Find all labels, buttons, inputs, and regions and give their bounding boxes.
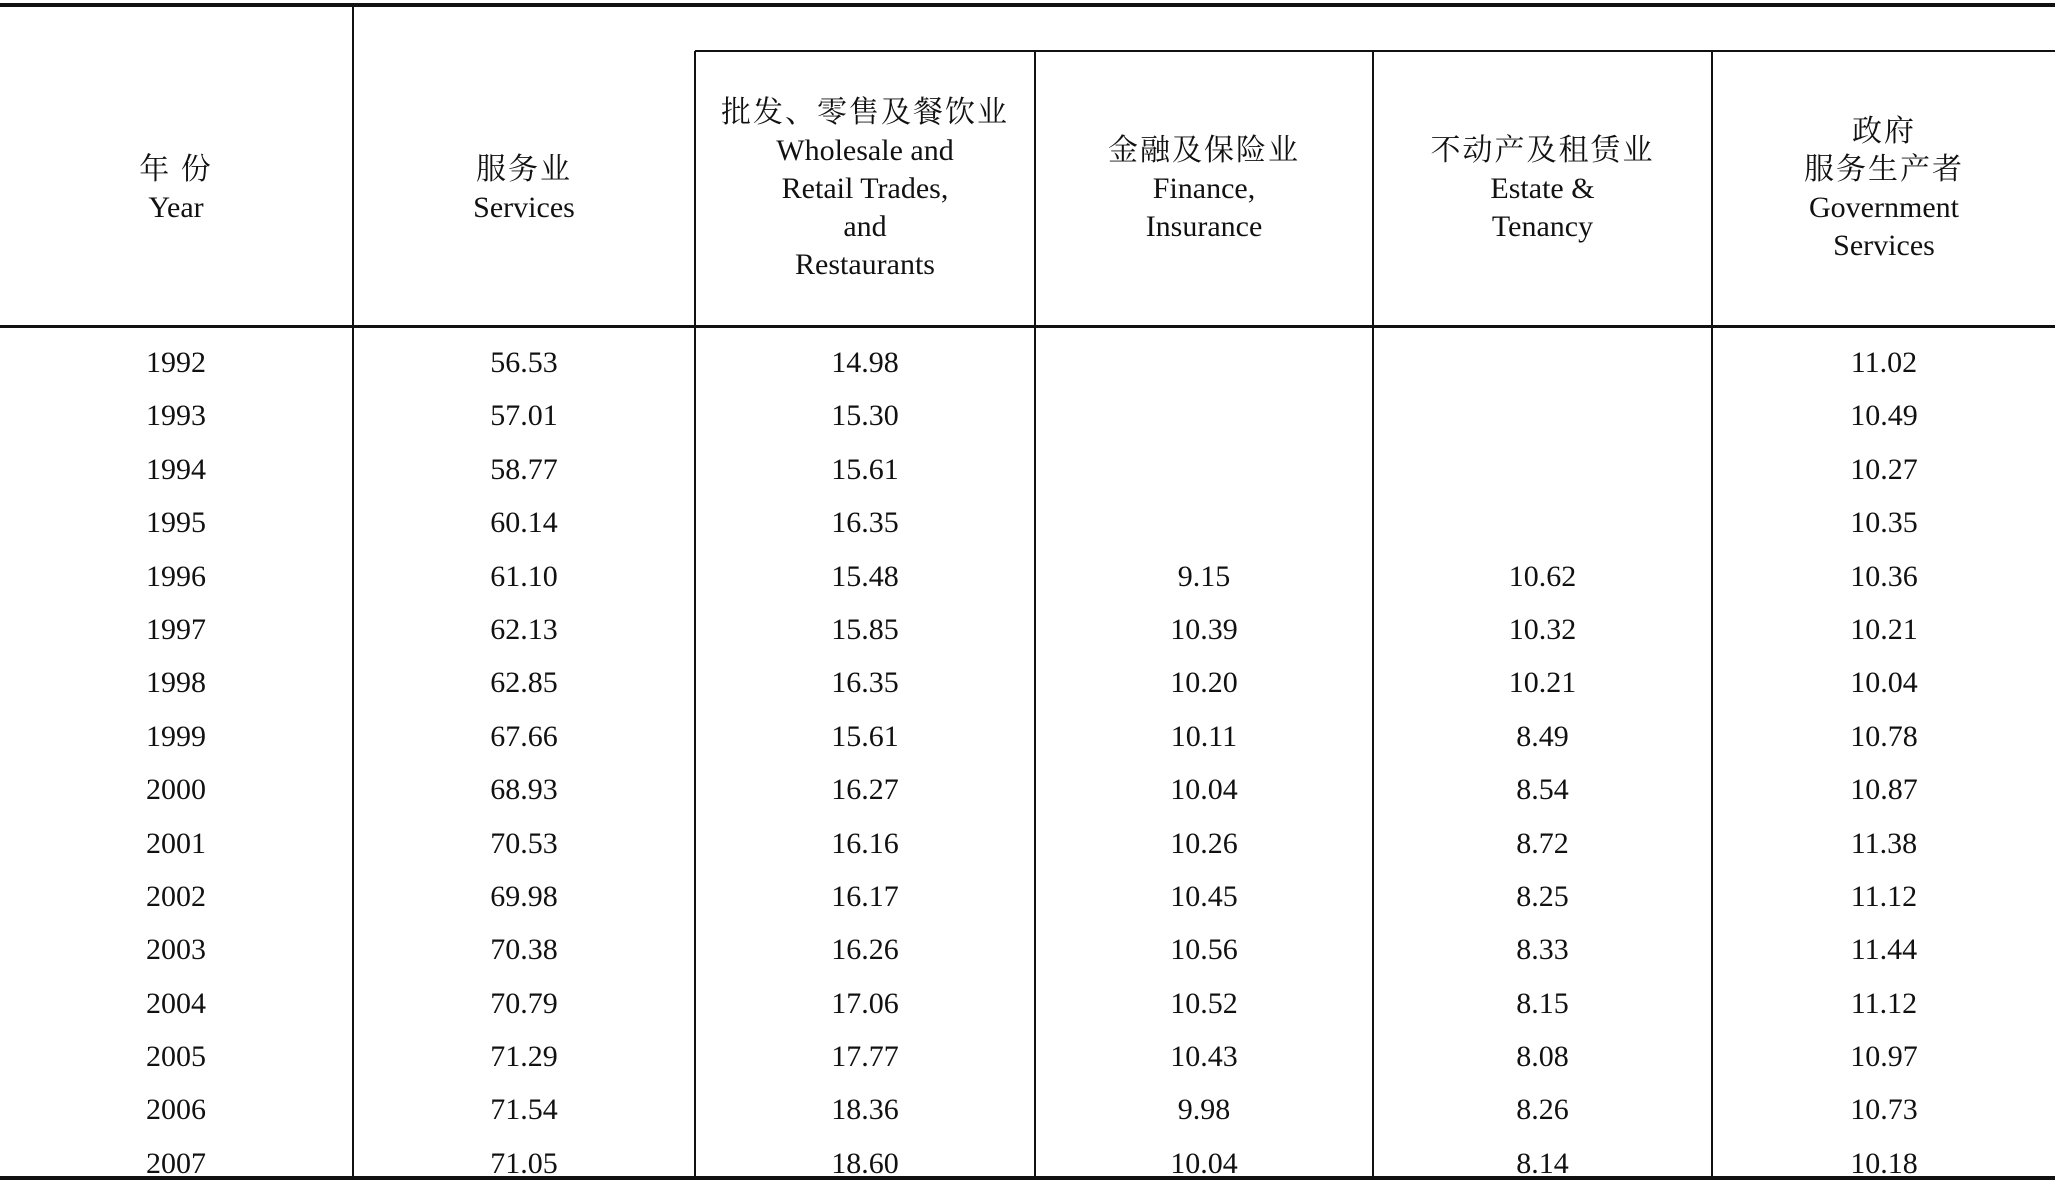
value-cell: 8.54 (1516, 773, 1569, 807)
value-cell (1036, 389, 1372, 442)
header-finance-insurance-en-2: Insurance (1145, 209, 1263, 243)
value-cell: 11.38 (1850, 826, 1918, 860)
value-cell: 10.36 (1850, 559, 1918, 593)
value-cell: 15.61 (831, 719, 899, 753)
header-finance-insurance-zh: 金融及保险业 (1108, 133, 1300, 167)
value-cell: 10.35 (1850, 506, 1918, 540)
value-cell: 70.53 (490, 826, 558, 860)
value-cell: 10.20 (1170, 666, 1238, 700)
value-cell: 69.98 (490, 879, 558, 913)
value-cell: 15.85 (831, 612, 899, 646)
value-cell: 8.49 (1516, 719, 1569, 753)
year-cell: 1995 (146, 506, 206, 540)
year-cell: 2002 (146, 879, 206, 913)
table-row (0, 710, 2055, 763)
year-cell: 1993 (146, 399, 206, 433)
header-government-services-en-2: Services (1833, 228, 1935, 262)
header-government-services-zh-1: 政府 (1852, 114, 1916, 148)
year-cell: 2007 (146, 1146, 206, 1180)
table-row (0, 977, 2055, 1030)
value-cell: 58.77 (490, 452, 558, 486)
header-finance-insurance (1036, 52, 1372, 325)
value-cell: 8.14 (1516, 1146, 1569, 1180)
header-wholesale-retail-en-3: and (843, 209, 887, 243)
value-cell: 10.49 (1850, 399, 1918, 433)
value-cell (1374, 336, 1711, 389)
value-cell: 10.73 (1850, 1093, 1918, 1127)
value-cell: 10.56 (1170, 933, 1238, 967)
value-cell: 68.93 (490, 773, 558, 807)
header-year-en: Year (148, 190, 204, 224)
header-wholesale-retail (696, 52, 1034, 325)
value-cell (1036, 496, 1372, 549)
value-cell: 18.36 (831, 1093, 899, 1127)
value-cell: 14.98 (831, 346, 899, 379)
table-row (0, 603, 2055, 656)
value-cell: 8.08 (1516, 1040, 1569, 1074)
value-cell: 15.30 (831, 399, 899, 433)
value-cell: 11.12 (1850, 986, 1918, 1020)
value-cell: 10.43 (1170, 1040, 1238, 1074)
value-cell: 10.27 (1850, 452, 1918, 486)
value-cell: 67.66 (490, 719, 558, 753)
value-cell: 10.97 (1850, 1040, 1918, 1074)
value-cell: 8.26 (1516, 1093, 1569, 1127)
table-body (0, 336, 2055, 1190)
value-cell: 61.10 (490, 559, 558, 593)
value-cell: 16.27 (831, 773, 899, 807)
value-cell: 10.11 (1170, 719, 1238, 753)
value-cell: 10.21 (1850, 612, 1918, 646)
value-cell: 10.52 (1170, 986, 1238, 1020)
year-cell: 1996 (146, 559, 206, 593)
value-cell: 10.04 (1170, 1146, 1238, 1180)
value-cell: 62.13 (490, 612, 558, 646)
header-services-zh: 服务业 (476, 152, 572, 186)
value-cell: 10.39 (1170, 612, 1238, 646)
value-cell: 8.33 (1516, 933, 1569, 967)
value-cell: 16.16 (831, 826, 899, 860)
value-cell: 10.78 (1850, 719, 1918, 753)
year-cell: 1998 (146, 666, 206, 700)
value-cell: 8.15 (1516, 986, 1569, 1020)
value-cell: 10.32 (1508, 612, 1577, 646)
year-cell: 1992 (146, 346, 206, 379)
header-wholesale-retail-en-2: Retail Trades, (781, 171, 949, 205)
value-cell: 60.14 (490, 506, 558, 540)
year-cell: 1997 (146, 612, 206, 646)
value-cell (1374, 443, 1711, 496)
header-estate-tenancy-en-1: Estate & (1490, 171, 1595, 205)
year-cell: 2001 (146, 826, 206, 860)
value-cell: 11.44 (1850, 933, 1918, 967)
value-cell (1036, 443, 1372, 496)
value-cell: 15.48 (831, 559, 899, 593)
year-cell: 2004 (146, 986, 206, 1020)
table-row (0, 550, 2055, 603)
year-cell: 2000 (146, 773, 206, 807)
value-cell: 17.77 (831, 1040, 899, 1074)
table-top-rule (0, 3, 2055, 7)
value-cell: 11.12 (1850, 879, 1918, 913)
header-finance-insurance-en-1: Finance, (1152, 171, 1256, 205)
value-cell: 15.61 (831, 452, 899, 486)
value-cell: 16.35 (831, 666, 899, 700)
header-bottom-rule (0, 325, 2055, 328)
value-cell: 70.79 (490, 986, 558, 1020)
table-row (0, 1083, 2055, 1136)
table-row (0, 1137, 2055, 1190)
value-cell: 10.04 (1170, 773, 1238, 807)
table-row (0, 763, 2055, 816)
table-row (0, 496, 2055, 549)
header-estate-tenancy (1374, 52, 1711, 325)
value-cell: 10.18 (1850, 1146, 1918, 1180)
table-row (0, 1030, 2055, 1083)
header-wholesale-retail-en-1: Wholesale and (776, 133, 954, 167)
header-estate-tenancy-zh: 不动产及租赁业 (1430, 133, 1655, 167)
table-row (0, 923, 2055, 976)
value-cell: 70.38 (490, 933, 558, 967)
header-services-en: Services (473, 190, 575, 224)
value-cell: 71.05 (490, 1146, 558, 1180)
value-cell: 10.87 (1850, 773, 1918, 807)
value-cell (1374, 389, 1711, 442)
table-row (0, 817, 2055, 870)
value-cell: 71.54 (490, 1093, 558, 1127)
value-cell (1036, 336, 1372, 389)
year-cell: 1994 (146, 452, 206, 486)
value-cell: 17.06 (831, 986, 899, 1020)
value-cell: 71.29 (490, 1040, 558, 1074)
header-year-zh: 年 份 (139, 152, 213, 186)
header-government-services (1713, 52, 2055, 325)
value-cell: 16.26 (831, 933, 899, 967)
value-cell: 56.53 (490, 346, 558, 379)
value-cell: 10.21 (1508, 666, 1577, 700)
value-cell: 18.60 (831, 1146, 899, 1180)
value-cell: 10.62 (1508, 559, 1577, 593)
header-government-services-zh-2: 服务生产者 (1804, 152, 1964, 186)
value-cell: 8.72 (1516, 826, 1569, 860)
table-row (0, 443, 2055, 496)
value-cell: 62.85 (490, 666, 558, 700)
header-wholesale-retail-en-4: Restaurants (795, 247, 935, 281)
value-cell: 16.17 (831, 879, 899, 913)
table-row (0, 336, 2055, 389)
header-government-services-en-1: Government (1809, 190, 1959, 224)
value-cell (1374, 496, 1711, 549)
value-cell: 57.01 (490, 399, 558, 433)
year-cell: 2006 (146, 1093, 206, 1127)
value-cell: 11.02 (1850, 346, 1918, 379)
value-cell: 10.04 (1850, 666, 1918, 700)
value-cell: 16.35 (831, 506, 899, 540)
value-cell: 9.15 (1177, 559, 1231, 593)
header-year (0, 52, 352, 325)
value-cell: 10.45 (1170, 879, 1238, 913)
header-wholesale-retail-zh: 批发、零售及餐饮业 (721, 95, 1009, 129)
value-cell: 9.98 (1177, 1093, 1231, 1127)
table-row (0, 389, 2055, 442)
header-services (354, 52, 694, 325)
year-cell: 2003 (146, 933, 206, 967)
value-cell: 10.26 (1170, 826, 1238, 860)
year-cell: 1999 (146, 719, 206, 753)
year-cell: 2005 (146, 1040, 206, 1074)
table-row (0, 656, 2055, 709)
value-cell: 8.25 (1516, 879, 1569, 913)
header-estate-tenancy-en-2: Tenancy (1491, 209, 1594, 243)
table-row (0, 870, 2055, 923)
